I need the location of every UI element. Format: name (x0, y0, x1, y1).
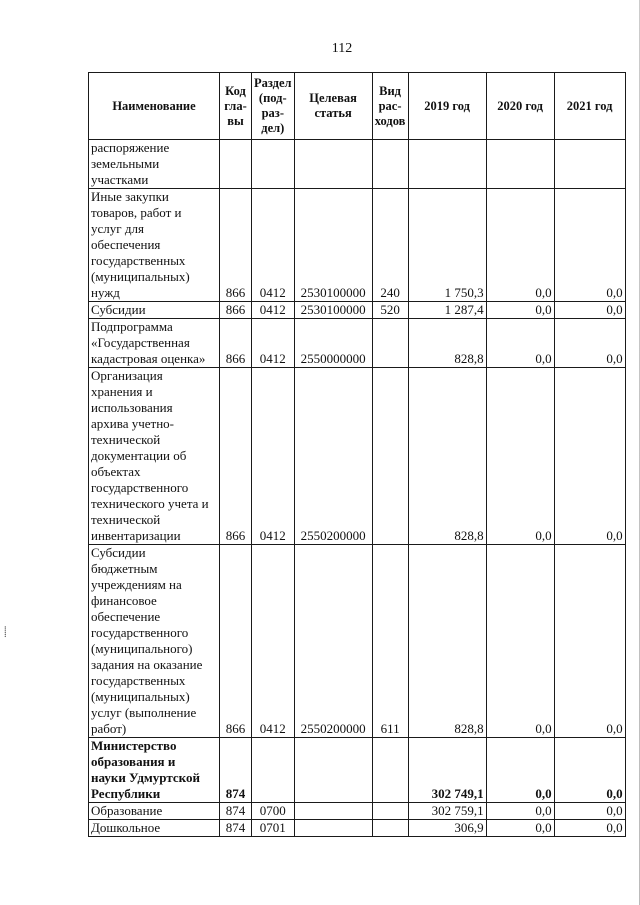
cell-code: 874 (220, 803, 252, 820)
cell-target (294, 803, 372, 820)
cell-y2019 (408, 140, 486, 189)
cell-section: 0412 (252, 545, 295, 738)
header-2021: 2021 год (554, 73, 625, 140)
cell-name: Субсидии (89, 302, 220, 319)
cell-target: 2530100000 (294, 302, 372, 319)
header-type-text: Вид рас- ходов (374, 83, 406, 128)
cell-code: 866 (220, 302, 252, 319)
header-section (252, 73, 295, 140)
cell-type (372, 319, 408, 368)
header-code (220, 73, 252, 140)
cell-y2019: 1 750,3 (408, 189, 486, 302)
header-2020: 2020 год (486, 73, 554, 140)
cell-code: 874 (220, 820, 252, 837)
table-row (89, 368, 626, 545)
header-target (294, 73, 372, 140)
page-number: 112 (331, 41, 353, 56)
cell-y2019: 828,8 (408, 545, 486, 738)
cell-code: 866 (220, 319, 252, 368)
table-row (89, 820, 626, 837)
header-row (89, 73, 626, 140)
cell-code: 866 (220, 368, 252, 545)
cell-code: 866 (220, 189, 252, 302)
cell-section: 0701 (252, 820, 295, 837)
table-row (89, 319, 626, 368)
cell-y2020: 0,0 (486, 738, 554, 803)
table-row (89, 140, 626, 189)
cell-y2021: 0,0 (554, 820, 625, 837)
cell-name: Образование (89, 803, 220, 820)
cell-type (372, 140, 408, 189)
cell-type: 240 (372, 189, 408, 302)
cell-name: Подпрограмма «Государственная кадастровая оценка» (89, 319, 220, 368)
cell-section: 0412 (252, 189, 295, 302)
cell-name: Субсидии бюджетным учреждениям на финансовое обеспечение государственного (муниципального) задания на оказание государственных (муниципальных) услуг (выполнение работ) (89, 545, 220, 738)
table-row (89, 189, 626, 302)
cell-section: 0412 (252, 319, 295, 368)
cell-y2019: 306,9 (408, 820, 486, 837)
cell-name: Организация хранения и использования архива учетно- технической документации об объектах государственного технического учета и технической инвентаризации (89, 368, 220, 545)
table-row (89, 803, 626, 820)
cell-target: 2550000000 (294, 319, 372, 368)
cell-target (294, 738, 372, 803)
cell-type (372, 368, 408, 545)
cell-code: 874 (220, 738, 252, 803)
header-target-text: Целевая статья (309, 91, 357, 120)
cell-target: 2550200000 (294, 368, 372, 545)
cell-y2019: 828,8 (408, 319, 486, 368)
cell-y2021: 0,0 (554, 545, 625, 738)
cell-type (372, 803, 408, 820)
cell-y2020: 0,0 (486, 545, 554, 738)
budget-table (88, 72, 626, 837)
cell-y2019: 302 759,1 (408, 803, 486, 820)
cell-y2019: 828,8 (408, 368, 486, 545)
cell-target: 2530100000 (294, 189, 372, 302)
table-row (89, 738, 626, 803)
cell-y2021: 0,0 (554, 319, 625, 368)
cell-target (294, 820, 372, 837)
table-row (89, 302, 626, 319)
cell-code: 866 (220, 545, 252, 738)
header-code-text: Код гла- вы (224, 83, 247, 128)
cell-section (252, 140, 295, 189)
cell-y2020: 0,0 (486, 368, 554, 545)
header-section-text: Раздел (под- раз- дел) (254, 76, 292, 135)
cell-type (372, 738, 408, 803)
cell-type: 520 (372, 302, 408, 319)
cell-y2020: 0,0 (486, 319, 554, 368)
cell-name: Дошкольное (89, 820, 220, 837)
cell-y2019: 302 749,1 (408, 738, 486, 803)
cell-y2020: 0,0 (486, 803, 554, 820)
cell-section: 0700 (252, 803, 295, 820)
cell-y2019: 1 287,4 (408, 302, 486, 319)
cell-type (372, 820, 408, 837)
cell-section (252, 738, 295, 803)
scan-edge-mark: ⸽ (4, 627, 7, 638)
table-row (89, 545, 626, 738)
header-2019: 2019 год (408, 73, 486, 140)
cell-y2020: 0,0 (486, 189, 554, 302)
header-type (372, 73, 408, 140)
cell-target: 2550200000 (294, 545, 372, 738)
cell-name: Министерство образования и науки Удмуртской Республики (89, 738, 220, 803)
cell-type: 611 (372, 545, 408, 738)
cell-y2021: 0,0 (554, 189, 625, 302)
cell-section: 0412 (252, 368, 295, 545)
cell-y2020: 0,0 (486, 820, 554, 837)
cell-y2021: 0,0 (554, 738, 625, 803)
cell-y2020: 0,0 (486, 302, 554, 319)
cell-y2021: 0,0 (554, 368, 625, 545)
cell-y2021: 0,0 (554, 803, 625, 820)
cell-target (294, 140, 372, 189)
cell-y2021: 0,0 (554, 302, 625, 319)
cell-name: распоряжение земельными участками (89, 140, 220, 189)
cell-name: Иные закупки товаров, работ и услуг для обеспечения государственных (муниципальных) нужд (89, 189, 220, 302)
cell-y2021 (554, 140, 625, 189)
cell-y2020 (486, 140, 554, 189)
header-name: Наименование (89, 73, 220, 140)
cell-code (220, 140, 252, 189)
cell-section: 0412 (252, 302, 295, 319)
